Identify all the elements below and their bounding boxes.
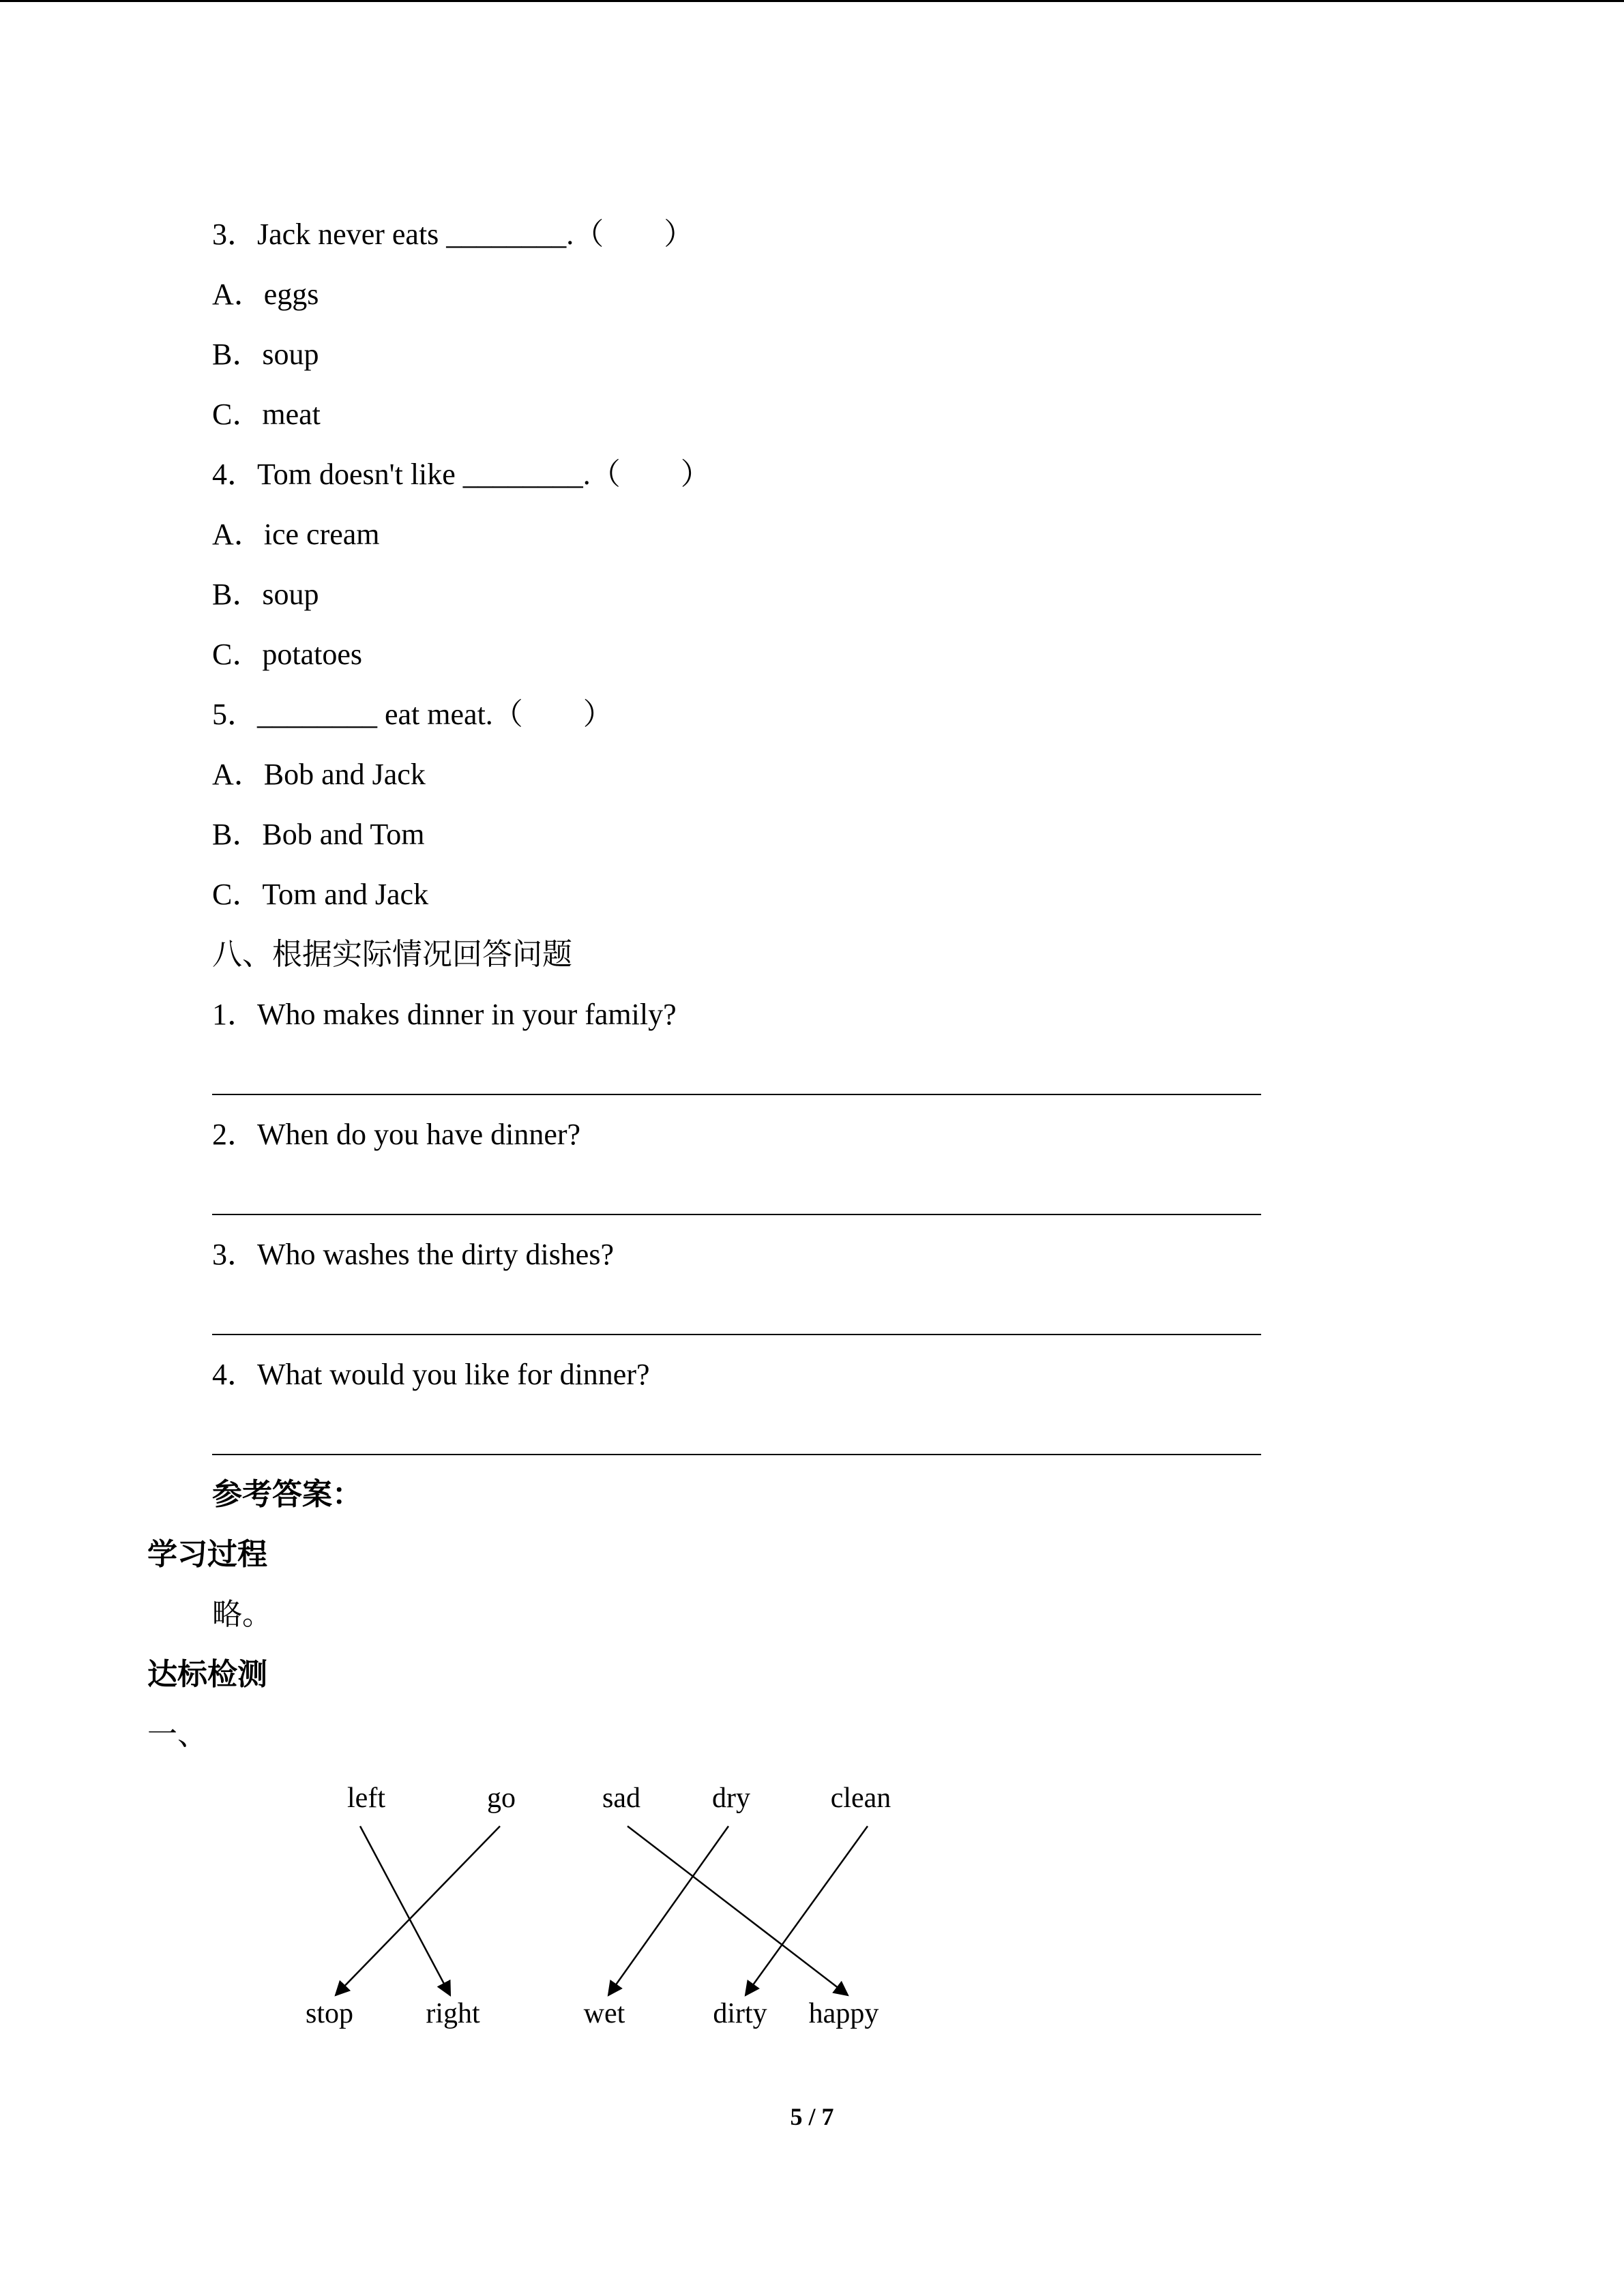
question-4-option-a: A．ice cream (212, 518, 380, 551)
word-left: left (347, 1783, 385, 1814)
question-5-stem: 5．________ eat meat.（ ） (212, 698, 613, 731)
answer-line-2 (212, 1214, 1261, 1215)
question-5-option-b: B．Bob and Tom (212, 818, 425, 851)
connector-sad-happy (628, 1826, 848, 1995)
question-3-option-c: C．meat (212, 398, 321, 431)
word-clean: clean (830, 1783, 891, 1814)
check-title: 达标检测 (147, 1657, 267, 1692)
top-border (0, 0, 1624, 2)
section-8-question-1: 1．Who makes dinner in your family? (212, 998, 677, 1031)
process-text: 略。 (212, 1597, 272, 1632)
section-8-title: 八、根据实际情况回答问题 (212, 937, 572, 972)
connector-clean-dirty (745, 1826, 868, 1995)
part-1-label: 一、 (147, 1717, 207, 1752)
word-dirty: dirty (713, 1998, 767, 2029)
word-happy: happy (808, 1998, 879, 2029)
connector-go-stop (336, 1826, 500, 1995)
question-5-option-a: A．Bob and Jack (212, 758, 426, 791)
connector-dry-wet (608, 1826, 728, 1995)
page-number: 5 / 7 (790, 2103, 834, 2130)
answer-line-1 (212, 1094, 1261, 1095)
question-3-stem: 3．Jack never eats ________.（ ） (212, 218, 694, 251)
process-title: 学习过程 (147, 1537, 267, 1572)
matching-diagram (273, 1759, 928, 2046)
answers-heading: 参考答案： (212, 1477, 362, 1512)
word-dry: dry (712, 1783, 750, 1814)
section-8-question-2: 2．When do you have dinner? (212, 1118, 581, 1151)
answer-line-4 (212, 1454, 1261, 1455)
section-8-question-4: 4．What would you like for dinner? (212, 1358, 650, 1391)
question-4-stem: 4．Tom doesn't like ________.（ ） (212, 458, 711, 491)
word-go: go (487, 1783, 516, 1814)
section-8-question-3: 3．Who washes the dirty dishes? (212, 1238, 614, 1271)
word-stop: stop (305, 1998, 354, 2029)
answer-line-3 (212, 1334, 1261, 1335)
question-5-option-c: C．Tom and Jack (212, 878, 429, 911)
connector-left-right (360, 1826, 450, 1995)
question-3-option-a: A．eggs (212, 278, 319, 311)
question-4-option-c: C．potatoes (212, 638, 362, 671)
word-sad: sad (602, 1783, 640, 1814)
question-3-option-b: B．soup (212, 338, 319, 371)
question-4-option-b: B．soup (212, 578, 319, 611)
word-wet: wet (583, 1998, 625, 2029)
word-right: right (426, 1998, 480, 2029)
